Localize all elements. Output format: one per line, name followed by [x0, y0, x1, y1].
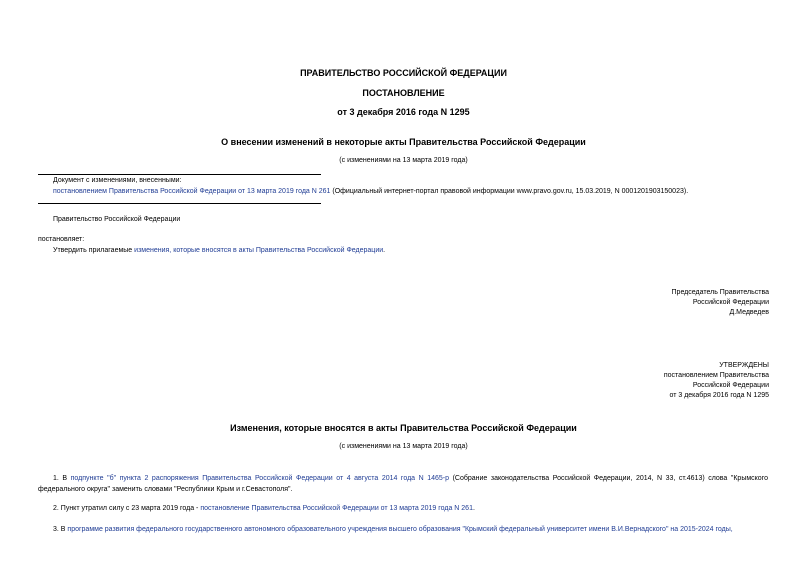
changes-amendment-note: (с изменениями на 13 марта 2019 года): [339, 443, 468, 450]
approve-prefix: Утвердить прилагаемые: [53, 247, 135, 254]
approval-heading: УТВЕРЖДЕНЫ: [719, 362, 769, 369]
item-1-link[interactable]: подпункте "б" пункта 2 распоряжения Правительства Российской Федерации от 4 августа 2014 года N 1465-р: [70, 475, 450, 482]
amendment-source: (Официальный интернет-портал правовой информации www.pravo.gov.ru, 15.03.2019, N 0001201903150023).: [330, 188, 689, 195]
resolves-line: постановляет:: [38, 236, 85, 243]
signature-title-2: Российской Федерации: [692, 299, 769, 306]
signature-title-1: Председатель Правительства: [671, 289, 769, 296]
document-date-number: от 3 декабря 2016 года N 1295: [337, 107, 470, 117]
document-title: О внесении изменений в некоторые акты Правительства Российской Федерации: [221, 137, 586, 147]
government-line: Правительство Российской Федерации: [53, 216, 181, 223]
amendment-note: (с изменениями на 13 марта 2019 года): [339, 157, 468, 164]
changes-title: Изменения, которые вносятся в акты Правительства Российской Федерации: [230, 423, 577, 433]
government-heading: ПРАВИТЕЛЬСТВО РОССИЙСКОЙ ФЕДЕРАЦИИ: [300, 68, 507, 78]
approval-line-2: постановлением Правительства: [663, 372, 769, 379]
signature-name: Д.Медведев: [729, 309, 769, 316]
approve-link[interactable]: изменения, которые вносятся в акты Правительства Российской Федерации: [134, 247, 384, 254]
item-3-link[interactable]: программе развития федерального государственного автономного образовательного учреждения высшего образования "Крымский федеральный университет имени В.И.Вернадского" на 2015-2024 годы,: [67, 526, 733, 533]
approve-suffix: .: [383, 247, 386, 254]
item-2-suffix: .: [472, 505, 475, 512]
amendments-list: [53, 188, 688, 195]
item-3-prefix: 3. В: [53, 526, 68, 533]
item-2-prefix: 2. Пункт утратил силу с 23 марта 2019 года -: [53, 505, 201, 512]
item-1-prefix: 1. В: [53, 475, 71, 482]
divider-bottom: [38, 203, 321, 204]
amendment-link[interactable]: постановлением Правительства Российской Федерации от 13 марта 2019 года N 261: [53, 188, 331, 195]
document-type: ПОСТАНОВЛЕНИЕ: [362, 88, 445, 98]
approve-paragraph: [53, 247, 385, 254]
changes-item-1: [38, 473, 768, 495]
item-1-text: (Собрание законодательства Российской Федерации, 2014, N 33, ст.4613) слова "Крымского федерального округа" заменить словами "Республики Крым и г.Севастополя".: [38, 475, 768, 493]
amendments-intro: Документ с изменениями, внесенными:: [53, 177, 182, 184]
item-2-link[interactable]: постановление Правительства Российской Федерации от 13 марта 2019 года N 261: [200, 505, 473, 512]
changes-item-2: [53, 505, 475, 512]
approval-line-3: Российской Федерации: [692, 382, 769, 389]
approval-line-4: от 3 декабря 2016 года N 1295: [669, 392, 769, 399]
divider-top: [38, 174, 321, 175]
changes-item-3: [53, 526, 733, 533]
